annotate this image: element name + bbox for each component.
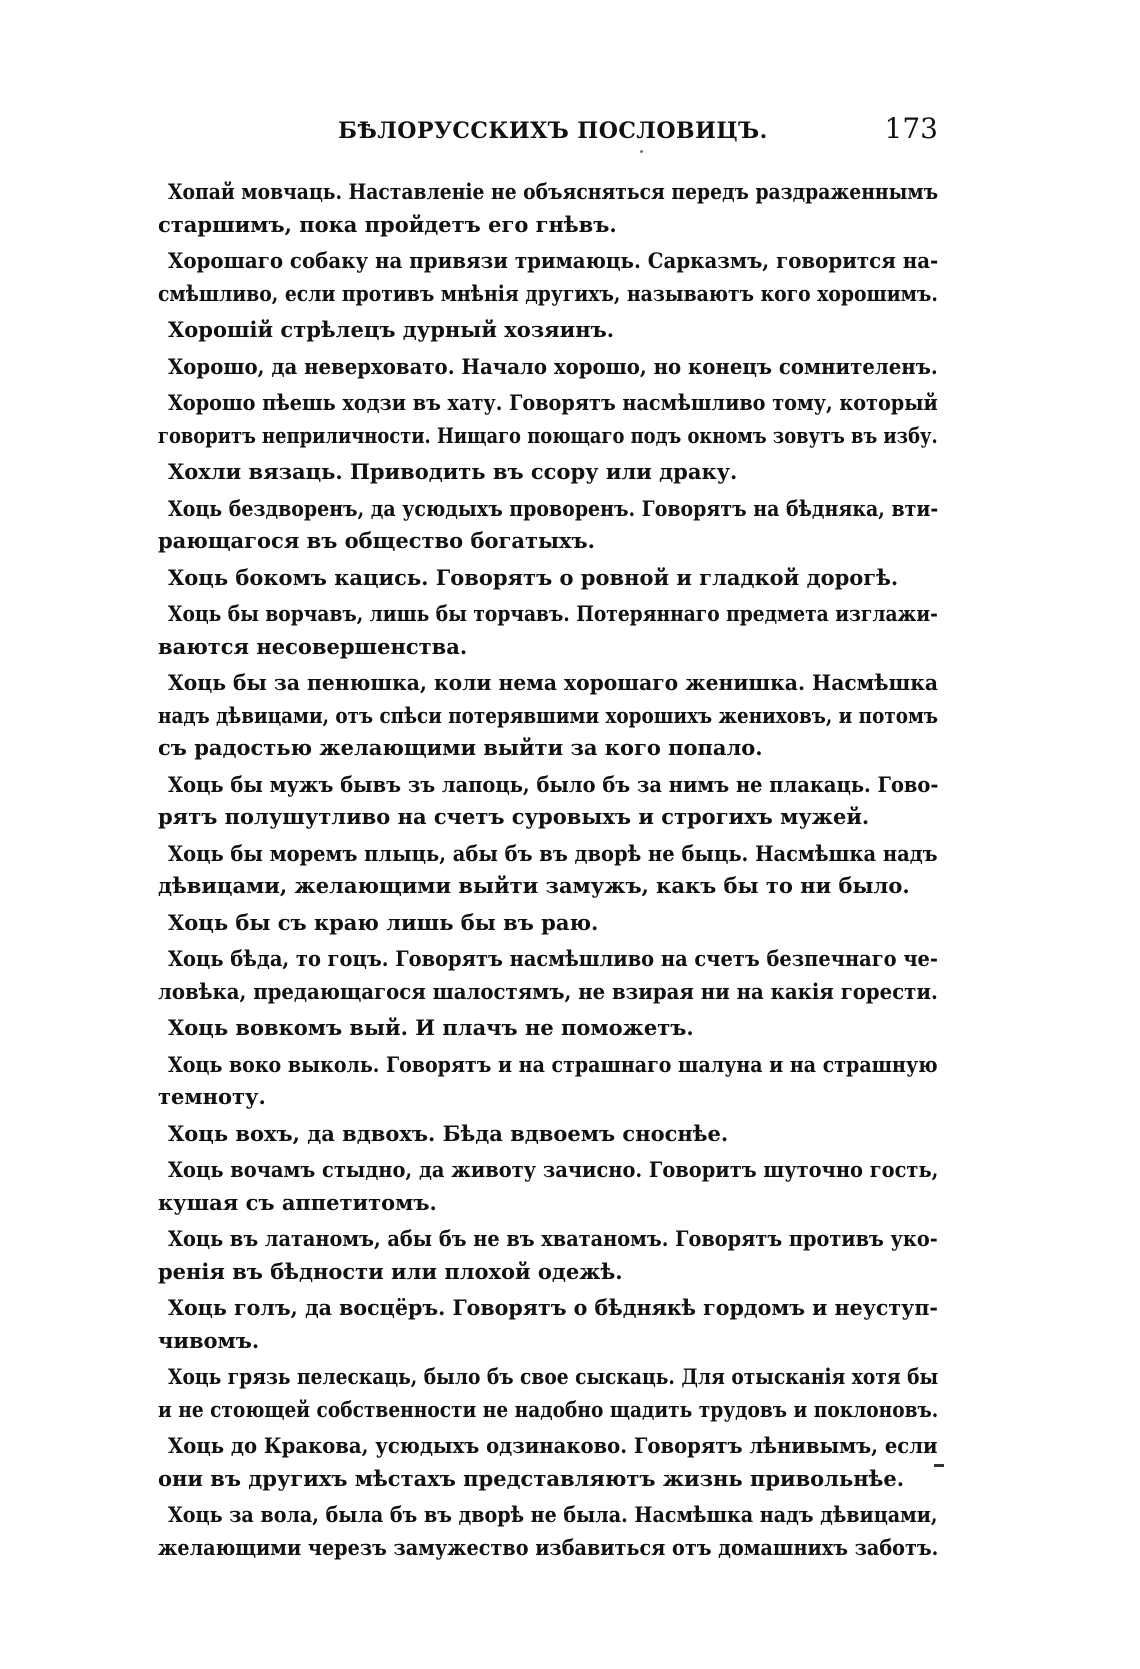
proverb-first-line: Хоць бы ворчавъ, лишь бы торчавъ. Потеряннаго предмета изглажи-	[168, 601, 938, 626]
proverb-first-line: Хоць бы съ краю лишь бы въ раю.	[168, 909, 599, 935]
proverb-first-line: Хоць за вола, была бъ въ дворѣ не была. Насмѣшка надъ дѣвицами,	[168, 1502, 938, 1527]
proverb-continuation-line: чивомъ.	[158, 1327, 260, 1353]
proverb-continuation-line: темноту.	[158, 1084, 266, 1109]
proverb-entry	[158, 1361, 939, 1426]
proverb-continuation-line: съ радостью желающими выйти за кого попало.	[158, 735, 763, 760]
proverb-first-line: Хопай мовчаць. Наставленіе не объясняться передъ раздраженнымъ	[168, 179, 939, 204]
proverb-entry	[158, 1430, 938, 1495]
proverb-entry	[168, 1118, 938, 1151]
proverb-first-line: Хоць бы мужъ бывъ зъ лапоць, было бъ за нимъ не плакаць. Гово-	[168, 771, 939, 797]
proverb-first-line: Хоць голъ, да восцёръ. Говорятъ о бѣднякѣ гордомъ и неуступ-	[168, 1295, 938, 1320]
proverb-continuation-line: они въ другихъ мѣстахъ представляютъ жизнь привольнѣе.	[158, 1465, 905, 1491]
proverb-entry	[158, 1223, 938, 1288]
proverb-entry	[158, 245, 939, 310]
proverb-continuation-line: говоритъ неприличности. Нищаго поющаго подъ окномъ зовутъ въ избу.	[158, 422, 938, 448]
proverb-entry	[168, 456, 938, 489]
proverb-entry	[158, 1499, 939, 1564]
proverb-first-line: Хоць вочамъ стыдно, да животу зачисно. Говоритъ шуточно гость,	[168, 1157, 939, 1182]
proverb-continuation-line: рятъ полушутливо на счетъ суровыхъ и строгихъ мужей.	[158, 804, 870, 829]
proverb-entry	[158, 176, 939, 241]
ink-speck	[640, 150, 643, 153]
proverb-list	[158, 176, 939, 1568]
proverb-entry	[168, 351, 938, 384]
proverb-first-line: Хоць воко выколь. Говорятъ и на страшнаго шалуна и на страшную	[168, 1051, 938, 1077]
proverb-continuation-line: надъ дѣвицами, отъ спѣси потерявшими хорошихъ жениховъ, и потомъ	[158, 702, 938, 728]
proverb-first-line: Хохли вязаць. Приводить въ ссору или драку.	[168, 459, 738, 484]
proverb-first-line: Хоць бокомъ кацись. Говорятъ о ровной и гладкой дорогѣ.	[168, 564, 899, 590]
proverb-entry	[168, 1012, 938, 1045]
page-header	[168, 112, 938, 152]
proverb-continuation-line: ловѣка, предающагося шалостямъ, не взирая ни на какія горести.	[158, 978, 938, 1004]
proverb-entry	[158, 943, 938, 1008]
proverb-entry	[168, 907, 938, 940]
proverb-continuation-line: желающими черезъ замужество избавиться отъ домашнихъ заботъ.	[158, 1534, 939, 1560]
proverb-first-line: Хорошій стрѣлецъ дурный хозяинъ.	[168, 317, 615, 342]
proverb-continuation-line: ваются несовершенства.	[158, 633, 468, 659]
proverb-continuation-line: рающагося въ общество богатыхъ.	[158, 528, 595, 553]
running-title: БѢЛОРУССКИХЪ ПОСЛОВИЦЪ.	[338, 118, 768, 144]
proverb-first-line: Хоць въ латаномъ, абы бъ не въ хватаномъ. Говорятъ противъ уко-	[168, 1226, 938, 1251]
proverb-entry	[158, 598, 938, 663]
proverb-entry	[158, 838, 938, 903]
margin-mark	[934, 1464, 944, 1467]
proverb-first-line: Хоць до Кракова, усюдыхъ одзинаково. Говорятъ лѣнивымъ, если	[168, 1433, 938, 1458]
proverb-first-line: Хорошо пѣешь ходзи въ хату. Говорятъ насмѣшливо тому, который	[168, 390, 938, 415]
proverb-continuation-line: старшимъ, пока пройдетъ его гнѣвъ.	[158, 211, 617, 237]
proverb-first-line: Хоць бѣда, то гоцъ. Говорятъ насмѣшливо на счетъ безпечнаго че-	[168, 946, 938, 971]
proverb-continuation-line: смѣшливо, если противъ мнѣнія другихъ, называютъ кого хорошимъ.	[158, 280, 938, 306]
proverb-first-line: Хоць вохъ, да вдвохъ. Бѣда вдвоемъ сноснѣе.	[168, 1120, 729, 1146]
proverb-first-line: Хорошаго собаку на привязи тримаюць. Сарказмъ, говорится на-	[168, 248, 939, 273]
proverb-first-line: Хоць бы за пенюшка, коли нема хорошаго женишка. Насмѣшка	[168, 670, 939, 695]
proverb-first-line: Хоць бы моремъ плыць, абы бъ въ дворѣ не быць. Насмѣшка надъ	[168, 840, 938, 866]
proverb-continuation-line: и не стоющей собственности не надобно щадить трудовъ и поклоновъ.	[158, 1396, 939, 1422]
proverb-entry	[158, 667, 939, 765]
proverb-first-line: Хоць бездворенъ, да усюдыхъ проворенъ. Говорятъ на бѣдняка, вти-	[168, 495, 939, 521]
proverb-entry	[168, 314, 938, 347]
proverb-entry	[158, 493, 939, 558]
proverb-entry	[168, 562, 938, 595]
proverb-entry	[158, 1292, 938, 1357]
proverb-entry	[158, 1049, 938, 1114]
proverb-first-line: Хоць вовкомъ вый. И плачъ не поможетъ.	[168, 1015, 694, 1040]
proverb-first-line: Хорошо, да неверховато. Начало хорошо, но конецъ сомнителенъ.	[168, 353, 938, 379]
proverb-entry	[158, 769, 939, 834]
proverb-continuation-line: кушая съ аппетитомъ.	[158, 1189, 437, 1215]
page-number: 173	[884, 112, 938, 145]
proverb-continuation-line: дѣвицами, желающими выйти замужъ, какъ бы то ни было.	[158, 873, 910, 898]
proverb-entry	[158, 1154, 939, 1219]
proverb-entry	[158, 387, 938, 452]
proverb-continuation-line: ренія въ бѣдности или плохой одежѣ.	[158, 1258, 623, 1284]
proverb-first-line: Хоць грязь пелескаць, было бъ свое сыскаць. Для отысканія хотя бы	[168, 1364, 939, 1389]
